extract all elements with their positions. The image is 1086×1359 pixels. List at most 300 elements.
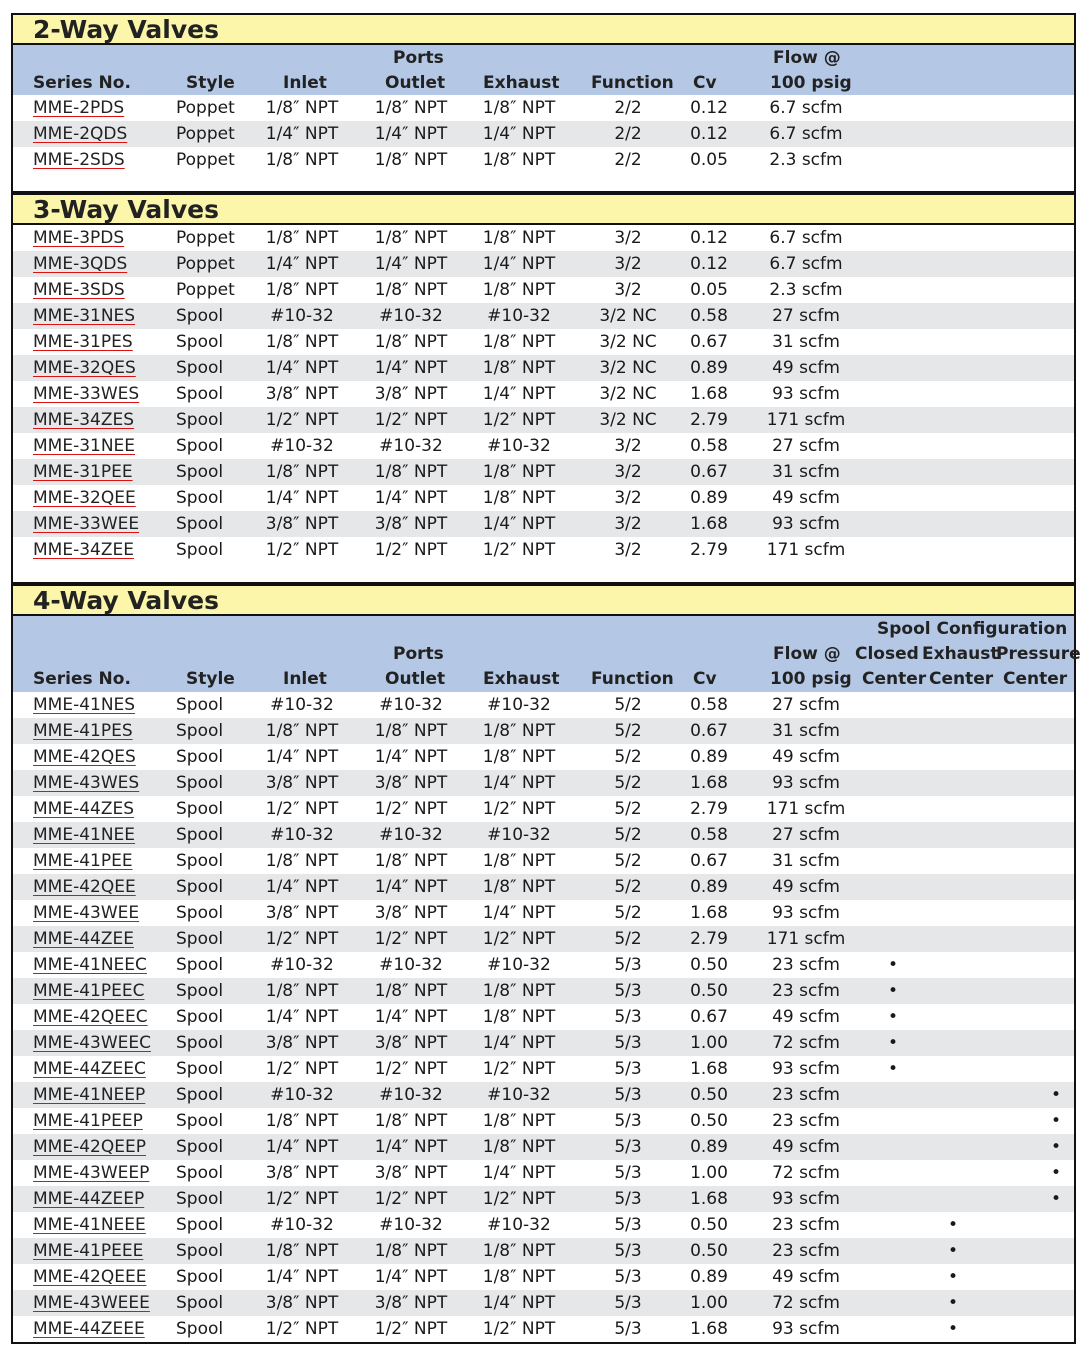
cv-cell: 0.89 xyxy=(690,1137,728,1157)
flow-cell: 93 scfm xyxy=(772,1189,840,1209)
inlet-cell: 3/8″ NPT xyxy=(265,1163,339,1183)
exhaust-cell: 1/4″ NPT xyxy=(482,773,556,793)
exhaust-cell: #10-32 xyxy=(487,825,551,845)
series-link[interactable]: MME-44ZEEE xyxy=(33,1319,145,1339)
inlet-cell: 1/8″ NPT xyxy=(265,462,339,482)
style-cell: Spool xyxy=(176,903,224,923)
cv-cell: 0.50 xyxy=(690,955,728,975)
series-link[interactable]: MME-41PES xyxy=(33,721,133,741)
exhaust-cell: #10-32 xyxy=(487,1215,551,1235)
header-cv: Cv xyxy=(693,669,717,689)
header-flow: Flow @ xyxy=(773,48,841,68)
function-cell: 5/2 xyxy=(614,721,642,741)
inlet-cell: 1/8″ NPT xyxy=(265,150,339,170)
series-link[interactable]: MME-43WEEC xyxy=(33,1033,152,1053)
style-cell: Spool xyxy=(176,721,224,741)
function-cell: 3/2 xyxy=(614,540,642,560)
table-row xyxy=(13,121,1074,147)
outlet-cell: 3/8″ NPT xyxy=(374,773,448,793)
function-cell: 3/2 NC xyxy=(599,410,657,430)
outlet-cell: 1/4″ NPT xyxy=(374,124,448,144)
header-center-exhaust: Center xyxy=(929,669,994,689)
inlet-cell: 1/8″ NPT xyxy=(265,851,339,871)
series-link[interactable]: MME-42QEEC xyxy=(33,1007,148,1027)
series-link[interactable]: MME-33WES xyxy=(33,384,140,404)
exhaust-cell: 1/2″ NPT xyxy=(482,1059,556,1079)
inlet-cell: 1/8″ NPT xyxy=(265,1111,339,1131)
cv-cell: 2.79 xyxy=(690,540,728,560)
flow-cell: 93 scfm xyxy=(772,514,840,534)
style-cell: Spool xyxy=(176,1241,224,1261)
function-cell: 5/2 xyxy=(614,877,642,897)
function-cell: 5/2 xyxy=(614,747,642,767)
outlet-cell: 1/2″ NPT xyxy=(374,1059,448,1079)
flow-cell: 31 scfm xyxy=(772,851,840,871)
flow-cell: 171 scfm xyxy=(766,410,846,430)
flow-cell: 171 scfm xyxy=(766,799,846,819)
header-cv: Cv xyxy=(693,73,717,93)
style-cell: Spool xyxy=(176,825,224,845)
function-cell: 5/3 xyxy=(614,1007,642,1027)
table-row xyxy=(13,511,1074,537)
section-title: 3-Way Valves xyxy=(13,195,1074,225)
header-flow-psig: 100 psig xyxy=(770,669,852,689)
flow-cell: 49 scfm xyxy=(772,1007,840,1027)
exhaust-cell: 1/4″ NPT xyxy=(482,254,556,274)
exhaust-center-mark: • xyxy=(947,1241,959,1261)
exhaust-cell: 1/8″ NPT xyxy=(482,462,556,482)
header-exhaust-center: Exhaust xyxy=(922,644,999,664)
flow-cell: 93 scfm xyxy=(772,773,840,793)
table-row xyxy=(13,1264,1074,1290)
function-cell: 3/2 NC xyxy=(599,306,657,326)
flow-cell: 27 scfm xyxy=(772,825,840,845)
series-link[interactable]: MME-44ZES xyxy=(33,799,135,819)
outlet-cell: #10-32 xyxy=(379,825,443,845)
outlet-cell: 1/4″ NPT xyxy=(374,1267,448,1287)
outlet-cell: #10-32 xyxy=(379,955,443,975)
cv-cell: 0.12 xyxy=(690,254,728,274)
header-ports: Ports xyxy=(393,644,444,664)
exhaust-cell: 1/8″ NPT xyxy=(482,851,556,871)
function-cell: 3/2 NC xyxy=(599,384,657,404)
outlet-cell: 1/8″ NPT xyxy=(374,228,448,248)
style-cell: Spool xyxy=(176,695,224,715)
exhaust-cell: 1/2″ NPT xyxy=(482,929,556,949)
exhaust-cell: #10-32 xyxy=(487,1085,551,1105)
cv-cell: 0.67 xyxy=(690,462,728,482)
style-cell: Spool xyxy=(176,955,224,975)
inlet-cell: 1/8″ NPT xyxy=(265,280,339,300)
inlet-cell: 1/4″ NPT xyxy=(265,1007,339,1027)
series-link[interactable]: MME-31PEE xyxy=(33,462,133,482)
style-cell: Spool xyxy=(176,410,224,430)
inlet-cell: 1/4″ NPT xyxy=(265,1267,339,1287)
table-row xyxy=(13,1134,1074,1160)
style-cell: Spool xyxy=(176,851,224,871)
inlet-cell: 1/4″ NPT xyxy=(265,254,339,274)
outlet-cell: 3/8″ NPT xyxy=(374,1163,448,1183)
style-cell: Spool xyxy=(176,1111,224,1131)
cv-cell: 1.68 xyxy=(690,773,728,793)
style-cell: Spool xyxy=(176,1215,224,1235)
outlet-cell: 1/8″ NPT xyxy=(374,981,448,1001)
outlet-cell: 1/4″ NPT xyxy=(374,1137,448,1157)
header-flow-psig: 100 psig xyxy=(770,73,852,93)
outlet-cell: 3/8″ NPT xyxy=(374,514,448,534)
three-way-valves-section xyxy=(11,193,1076,584)
exhaust-center-mark: • xyxy=(947,1215,959,1235)
flow-cell: 93 scfm xyxy=(772,1059,840,1079)
series-link[interactable]: MME-42QEEP xyxy=(33,1137,146,1157)
inlet-cell: 3/8″ NPT xyxy=(265,1033,339,1053)
cv-cell: 0.05 xyxy=(690,280,728,300)
header-pressure: Pressure xyxy=(996,644,1081,664)
cv-cell: 1.68 xyxy=(690,1059,728,1079)
outlet-cell: 1/4″ NPT xyxy=(374,358,448,378)
section-title: 2-Way Valves xyxy=(13,15,1074,45)
table-row xyxy=(13,1316,1074,1342)
style-cell: Spool xyxy=(176,981,224,1001)
inlet-cell: 1/4″ NPT xyxy=(265,358,339,378)
style-cell: Spool xyxy=(176,1163,224,1183)
flow-cell: 49 scfm xyxy=(772,358,840,378)
header-ports: Ports xyxy=(393,48,444,68)
flow-cell: 27 scfm xyxy=(772,695,840,715)
table-header xyxy=(13,616,1081,692)
series-link[interactable]: MME-2PDS xyxy=(33,98,125,118)
outlet-cell: 1/2″ NPT xyxy=(374,410,448,430)
function-cell: 3/2 xyxy=(614,436,642,456)
series-link[interactable]: MME-41NEEE xyxy=(33,1215,146,1235)
flow-cell: 6.7 scfm xyxy=(769,228,843,248)
style-cell: Spool xyxy=(176,358,224,378)
function-cell: 5/3 xyxy=(614,1085,642,1105)
table-row xyxy=(13,1290,1074,1316)
style-cell: Spool xyxy=(176,1319,224,1339)
function-cell: 5/2 xyxy=(614,903,642,923)
series-link[interactable]: MME-41NEE xyxy=(33,825,136,845)
table-row xyxy=(13,978,1074,1004)
style-cell: Spool xyxy=(176,1007,224,1027)
cv-cell: 0.89 xyxy=(690,358,728,378)
function-cell: 2/2 xyxy=(614,150,642,170)
series-link[interactable]: MME-41PEE xyxy=(33,851,133,871)
function-cell: 5/3 xyxy=(614,1319,642,1339)
style-cell: Spool xyxy=(176,1033,224,1053)
function-cell: 5/3 xyxy=(614,1189,642,1209)
outlet-cell: 3/8″ NPT xyxy=(374,903,448,923)
table-row xyxy=(13,1186,1074,1212)
series-link[interactable]: MME-44ZEEC xyxy=(33,1059,146,1079)
inlet-cell: 1/8″ NPT xyxy=(265,981,339,1001)
table-row xyxy=(13,303,1074,329)
exhaust-cell: 1/2″ NPT xyxy=(482,410,556,430)
table-row xyxy=(13,718,1074,744)
series-link[interactable]: MME-31NES xyxy=(33,306,136,326)
inlet-cell: 1/8″ NPT xyxy=(265,721,339,741)
exhaust-center-mark: • xyxy=(947,1267,959,1287)
header-flow: Flow @ xyxy=(773,644,841,664)
outlet-cell: #10-32 xyxy=(379,1215,443,1235)
pressure-center-mark: • xyxy=(1050,1085,1062,1105)
style-cell: Poppet xyxy=(176,124,235,144)
exhaust-cell: #10-32 xyxy=(487,955,551,975)
table-row xyxy=(13,537,1074,563)
inlet-cell: 1/4″ NPT xyxy=(265,877,339,897)
cv-cell: 0.58 xyxy=(690,436,728,456)
series-link[interactable]: MME-42QEEE xyxy=(33,1267,147,1287)
header-outlet: Outlet xyxy=(385,669,446,689)
inlet-cell: 1/4″ NPT xyxy=(265,124,339,144)
table-row xyxy=(13,251,1074,277)
cv-cell: 0.89 xyxy=(690,747,728,767)
cv-cell: 0.50 xyxy=(690,1111,728,1131)
table-row xyxy=(13,874,1074,900)
cv-cell: 2.79 xyxy=(690,410,728,430)
exhaust-cell: 1/8″ NPT xyxy=(482,488,556,508)
cv-cell: 0.58 xyxy=(690,306,728,326)
series-link[interactable]: MME-43WEE xyxy=(33,903,140,923)
series-link[interactable]: MME-41NEEC xyxy=(33,955,147,975)
series-link[interactable]: MME-42QEE xyxy=(33,877,136,897)
table-row xyxy=(13,692,1074,718)
series-link[interactable]: MME-43WEEP xyxy=(33,1163,150,1183)
flow-cell: 49 scfm xyxy=(772,488,840,508)
outlet-cell: 1/8″ NPT xyxy=(374,1241,448,1261)
table-row xyxy=(13,95,1074,121)
outlet-cell: 1/8″ NPT xyxy=(374,98,448,118)
exhaust-cell: 1/8″ NPT xyxy=(482,280,556,300)
function-cell: 5/3 xyxy=(614,1215,642,1235)
series-link[interactable]: MME-3PDS xyxy=(33,228,125,248)
series-link[interactable]: MME-44ZEE xyxy=(33,929,134,949)
series-link[interactable]: MME-31NEE xyxy=(33,436,136,456)
style-cell: Spool xyxy=(176,877,224,897)
inlet-cell: #10-32 xyxy=(270,1085,334,1105)
cv-cell: 0.67 xyxy=(690,332,728,352)
exhaust-cell: 1/8″ NPT xyxy=(482,1241,556,1261)
cv-cell: 0.67 xyxy=(690,851,728,871)
outlet-cell: 1/4″ NPT xyxy=(374,254,448,274)
cv-cell: 0.50 xyxy=(690,1215,728,1235)
header-style: Style xyxy=(186,73,235,93)
style-cell: Spool xyxy=(176,773,224,793)
table-row xyxy=(13,225,1074,251)
header-function: Function xyxy=(591,669,674,689)
inlet-cell: 1/4″ NPT xyxy=(265,488,339,508)
cv-cell: 1.68 xyxy=(690,514,728,534)
style-cell: Spool xyxy=(176,384,224,404)
table-row xyxy=(13,1212,1074,1238)
outlet-cell: 1/2″ NPT xyxy=(374,1319,448,1339)
exhaust-cell: 1/8″ NPT xyxy=(482,1267,556,1287)
inlet-cell: 1/2″ NPT xyxy=(265,410,339,430)
cv-cell: 1.68 xyxy=(690,903,728,923)
style-cell: Spool xyxy=(176,1267,224,1287)
series-link[interactable]: MME-2QDS xyxy=(33,124,128,144)
table-body xyxy=(13,225,1074,563)
table-row xyxy=(13,485,1074,511)
series-link[interactable]: MME-33WEE xyxy=(33,514,140,534)
header-spool-config: Spool Configuration xyxy=(877,619,1068,639)
inlet-cell: 3/8″ NPT xyxy=(265,384,339,404)
series-link[interactable]: MME-34ZEE xyxy=(33,540,134,560)
inlet-cell: #10-32 xyxy=(270,306,334,326)
cv-cell: 1.68 xyxy=(690,384,728,404)
inlet-cell: 1/4″ NPT xyxy=(265,747,339,767)
outlet-cell: #10-32 xyxy=(379,306,443,326)
series-link[interactable]: MME-34ZES xyxy=(33,410,135,430)
outlet-cell: 1/8″ NPT xyxy=(374,721,448,741)
series-link[interactable]: MME-41PEEC xyxy=(33,981,145,1001)
cv-cell: 1.68 xyxy=(690,1319,728,1339)
table-row xyxy=(13,407,1074,433)
cv-cell: 0.50 xyxy=(690,1085,728,1105)
inlet-cell: #10-32 xyxy=(270,436,334,456)
inlet-cell: 1/2″ NPT xyxy=(265,1189,339,1209)
outlet-cell: 1/2″ NPT xyxy=(374,929,448,949)
exhaust-cell: 1/2″ NPT xyxy=(482,799,556,819)
flow-cell: 49 scfm xyxy=(772,1267,840,1287)
table-row xyxy=(13,1238,1074,1264)
series-link[interactable]: MME-42QES xyxy=(33,747,136,767)
exhaust-cell: 1/8″ NPT xyxy=(482,1111,556,1131)
inlet-cell: 3/8″ NPT xyxy=(265,514,339,534)
exhaust-cell: 1/2″ NPT xyxy=(482,540,556,560)
exhaust-cell: 1/8″ NPT xyxy=(482,1137,556,1157)
flow-cell: 23 scfm xyxy=(772,1085,840,1105)
flow-cell: 31 scfm xyxy=(772,332,840,352)
style-cell: Spool xyxy=(176,1085,224,1105)
function-cell: 3/2 NC xyxy=(599,358,657,378)
outlet-cell: 3/8″ NPT xyxy=(374,384,448,404)
function-cell: 5/2 xyxy=(614,825,642,845)
flow-cell: 23 scfm xyxy=(772,1215,840,1235)
function-cell: 5/2 xyxy=(614,851,642,871)
outlet-cell: 1/8″ NPT xyxy=(374,332,448,352)
function-cell: 5/3 xyxy=(614,955,642,975)
inlet-cell: 1/2″ NPT xyxy=(265,540,339,560)
table-row xyxy=(13,900,1074,926)
exhaust-cell: 1/4″ NPT xyxy=(482,1033,556,1053)
series-link[interactable]: MME-41NEEP xyxy=(33,1085,146,1105)
function-cell: 3/2 xyxy=(614,488,642,508)
outlet-cell: 1/8″ NPT xyxy=(374,1111,448,1131)
cv-cell: 0.58 xyxy=(690,825,728,845)
function-cell: 5/3 xyxy=(614,1059,642,1079)
table-row xyxy=(13,355,1074,381)
inlet-cell: 1/8″ NPT xyxy=(265,1241,339,1261)
function-cell: 5/2 xyxy=(614,929,642,949)
closed-center-mark: • xyxy=(887,955,899,975)
function-cell: 3/2 xyxy=(614,254,642,274)
function-cell: 5/3 xyxy=(614,1163,642,1183)
flow-cell: 171 scfm xyxy=(766,929,846,949)
outlet-cell: #10-32 xyxy=(379,1085,443,1105)
function-cell: 5/3 xyxy=(614,1137,642,1157)
flow-cell: 6.7 scfm xyxy=(769,124,843,144)
exhaust-cell: 1/8″ NPT xyxy=(482,98,556,118)
exhaust-center-mark: • xyxy=(947,1293,959,1313)
inlet-cell: 3/8″ NPT xyxy=(265,903,339,923)
series-link[interactable]: MME-32QES xyxy=(33,358,136,378)
style-cell: Spool xyxy=(176,1189,224,1209)
table-row xyxy=(13,381,1074,407)
flow-cell: 31 scfm xyxy=(772,462,840,482)
flow-cell: 49 scfm xyxy=(772,877,840,897)
table-body xyxy=(13,692,1074,1342)
header-series: Series No. xyxy=(33,669,131,689)
section-title: 4-Way Valves xyxy=(13,586,1074,616)
cv-cell: 0.12 xyxy=(690,98,728,118)
series-link[interactable]: MME-41NES xyxy=(33,695,136,715)
series-link[interactable]: MME-32QEE xyxy=(33,488,136,508)
style-cell: Spool xyxy=(176,462,224,482)
exhaust-center-mark: • xyxy=(947,1319,959,1339)
flow-cell: 23 scfm xyxy=(772,955,840,975)
flow-cell: 49 scfm xyxy=(772,1137,840,1157)
table-row xyxy=(13,952,1074,978)
flow-cell: 27 scfm xyxy=(772,306,840,326)
exhaust-cell: 1/8″ NPT xyxy=(482,358,556,378)
exhaust-cell: 1/4″ NPT xyxy=(482,514,556,534)
series-link[interactable]: MME-31PES xyxy=(33,332,133,352)
table-row xyxy=(13,329,1074,355)
header-exhaust: Exhaust xyxy=(483,73,560,93)
cv-cell: 1.68 xyxy=(690,1189,728,1209)
table-row xyxy=(13,744,1074,770)
series-link[interactable]: MME-3SDS xyxy=(33,280,125,300)
function-cell: 3/2 xyxy=(614,228,642,248)
cv-cell: 1.00 xyxy=(690,1163,728,1183)
header-style: Style xyxy=(186,669,235,689)
cv-cell: 2.79 xyxy=(690,799,728,819)
table-row xyxy=(13,1004,1074,1030)
exhaust-cell: 1/8″ NPT xyxy=(482,332,556,352)
series-link[interactable]: MME-2SDS xyxy=(33,150,125,170)
flow-cell: 171 scfm xyxy=(766,540,846,560)
function-cell: 3/2 xyxy=(614,280,642,300)
inlet-cell: #10-32 xyxy=(270,695,334,715)
series-link[interactable]: MME-41PEEP xyxy=(33,1111,143,1131)
header-function: Function xyxy=(591,73,674,93)
series-link[interactable]: MME-44ZEEP xyxy=(33,1189,145,1209)
flow-cell: 72 scfm xyxy=(772,1163,840,1183)
series-link[interactable]: MME-43WES xyxy=(33,773,140,793)
table-row xyxy=(13,1082,1074,1108)
cv-cell: 0.50 xyxy=(690,1241,728,1261)
series-link[interactable]: MME-3QDS xyxy=(33,254,128,274)
exhaust-cell: 1/8″ NPT xyxy=(482,981,556,1001)
series-link[interactable]: MME-43WEEE xyxy=(33,1293,150,1313)
flow-cell: 72 scfm xyxy=(772,1033,840,1053)
table-row xyxy=(13,1030,1074,1056)
inlet-cell: 1/8″ NPT xyxy=(265,332,339,352)
style-cell: Spool xyxy=(176,540,224,560)
function-cell: 2/2 xyxy=(614,124,642,144)
inlet-cell: 1/8″ NPT xyxy=(265,98,339,118)
cv-cell: 1.00 xyxy=(690,1033,728,1053)
flow-cell: 93 scfm xyxy=(772,903,840,923)
cv-cell: 0.89 xyxy=(690,1267,728,1287)
series-link[interactable]: MME-41PEEE xyxy=(33,1241,144,1261)
style-cell: Spool xyxy=(176,306,224,326)
exhaust-cell: 1/8″ NPT xyxy=(482,1007,556,1027)
exhaust-cell: 1/4″ NPT xyxy=(482,1163,556,1183)
flow-cell: 27 scfm xyxy=(772,436,840,456)
inlet-cell: 1/8″ NPT xyxy=(265,228,339,248)
